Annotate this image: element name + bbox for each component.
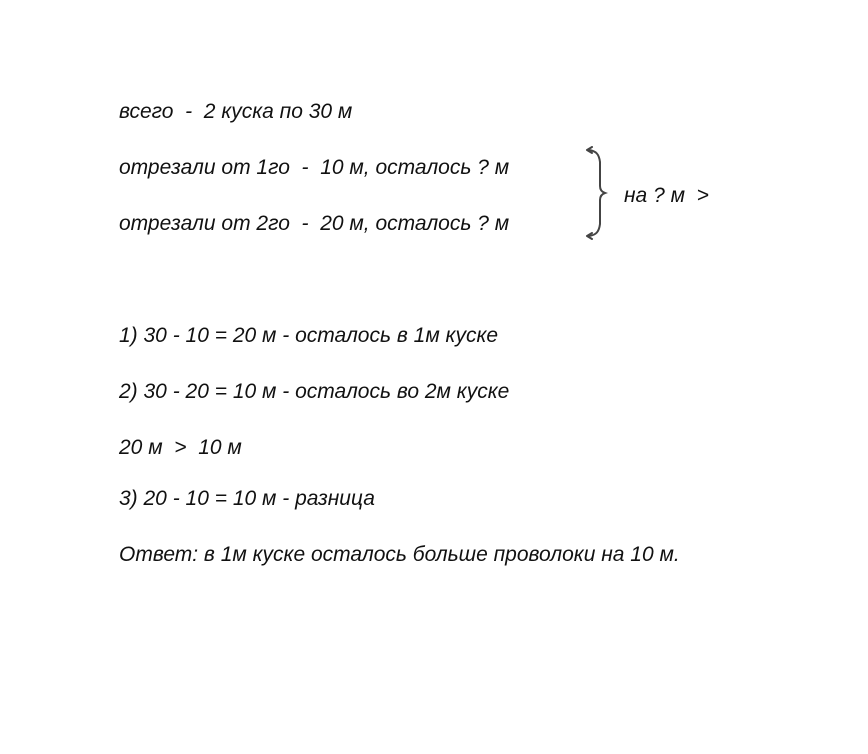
given-total: всего - 2 куска по 30 м bbox=[119, 100, 353, 123]
brace-note: на ? м > bbox=[624, 184, 709, 207]
curly-brace-icon bbox=[582, 146, 608, 240]
solution-step-2: 2) 30 - 20 = 10 м - осталось во 2м куске bbox=[119, 380, 510, 403]
solution-step-3: 3) 20 - 10 = 10 м - разница bbox=[119, 487, 375, 510]
given-cut-second: отрезали от 2го - 20 м, осталось ? м bbox=[119, 212, 510, 235]
answer-line: Ответ: в 1м куске осталось больше проволоки на 10 м. bbox=[119, 543, 680, 566]
solution-step-1: 1) 30 - 10 = 20 м - осталось в 1м куске bbox=[119, 324, 499, 347]
solution-comparison: 20 м > 10 м bbox=[119, 436, 242, 459]
given-cut-first: отрезали от 1го - 10 м, осталось ? м bbox=[119, 156, 510, 179]
